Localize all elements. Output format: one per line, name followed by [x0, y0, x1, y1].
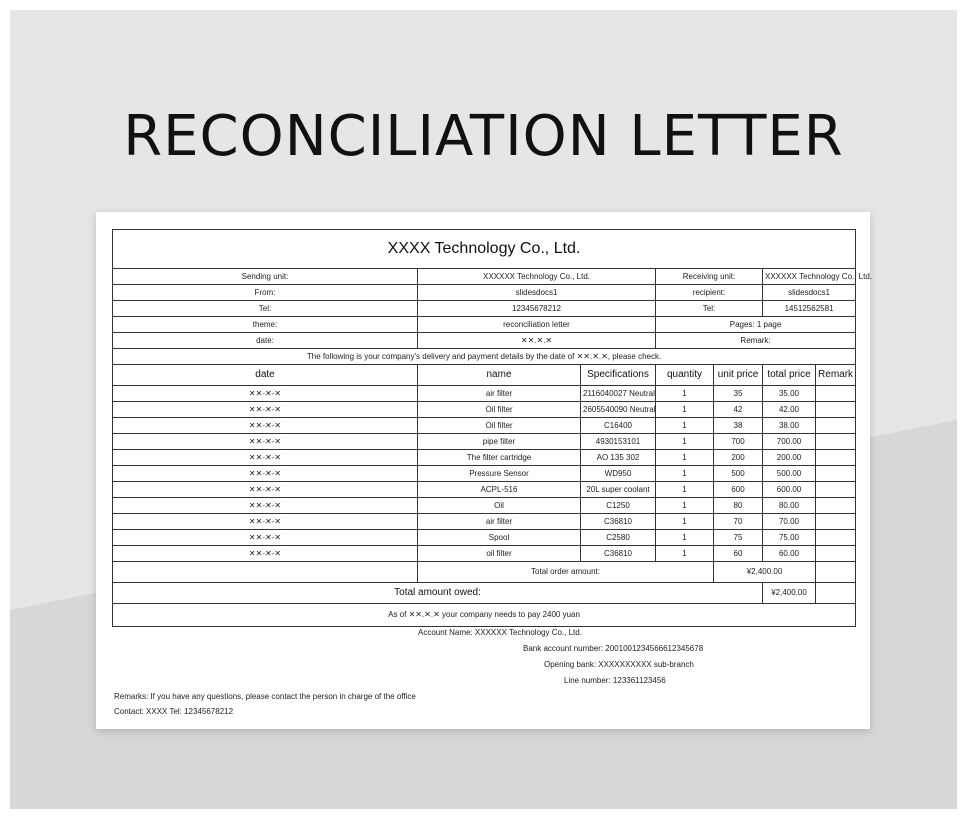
- total-order-remark: [816, 562, 856, 583]
- row-spec: WD950: [581, 466, 656, 482]
- row-quantity: 1: [656, 482, 714, 498]
- row-name: oil filter: [418, 546, 581, 562]
- theme-value: reconciliation letter: [418, 317, 656, 333]
- row-name: Spool: [418, 530, 581, 546]
- row-quantity: 1: [656, 498, 714, 514]
- row-remark: [816, 402, 856, 418]
- recipient-tel-value: 14512562581: [763, 301, 856, 317]
- recipient-value: slidesdocs1: [763, 285, 856, 301]
- row-date: ✕✕-✕-✕: [113, 514, 418, 530]
- total-order-blank: [113, 562, 418, 583]
- total-owed-value: ¥2,400.00: [763, 583, 816, 604]
- row-date: ✕✕-✕-✕: [113, 386, 418, 402]
- column-header: unit price: [714, 365, 763, 386]
- receiving-unit-value: XXXXXX Technology Co., Ltd.: [763, 269, 856, 285]
- reconciliation-table: [112, 229, 873, 627]
- row-total-price: 75.00: [763, 530, 816, 546]
- row-spec: C2580: [581, 530, 656, 546]
- row-total-price: 700.00: [763, 434, 816, 450]
- account-name: Account Name: XXXXXX Technology Co., Ltd.: [418, 628, 582, 637]
- column-header: date: [113, 365, 418, 386]
- total-order-label: Total order amount:: [418, 562, 714, 583]
- row-unit-price: 60: [714, 546, 763, 562]
- as-of-text: As of ✕✕.✕.✕ your company needs to pay 2400 yuan: [113, 604, 856, 627]
- table-row: [113, 530, 856, 546]
- row-total-price: 200.00: [763, 450, 816, 466]
- column-header: quantity: [656, 365, 714, 386]
- table-row: [113, 514, 856, 530]
- column-header: name: [418, 365, 581, 386]
- table-row: [113, 418, 856, 434]
- row-total-price: 42.00: [763, 402, 816, 418]
- row-unit-price: 42: [714, 402, 763, 418]
- table-row: [113, 546, 856, 562]
- date-label: date:: [113, 333, 418, 349]
- pages-info: Pages: 1 page: [656, 317, 856, 333]
- remark-info: Remark:: [656, 333, 856, 349]
- row-total-price: 600.00: [763, 482, 816, 498]
- total-owed-remark: [816, 583, 856, 604]
- row-unit-price: 600: [714, 482, 763, 498]
- row-name: The filter cartridge: [418, 450, 581, 466]
- row-name: ACPL-516: [418, 482, 581, 498]
- row-quantity: 1: [656, 386, 714, 402]
- row-quantity: 1: [656, 402, 714, 418]
- total-order-value: ¥2,400.00: [714, 562, 816, 583]
- row-remark: [816, 546, 856, 562]
- recipient-label: recipient:: [656, 285, 763, 301]
- row-spec: 4930153101: [581, 434, 656, 450]
- row-quantity: 1: [656, 434, 714, 450]
- row-unit-price: 500: [714, 466, 763, 482]
- row-total-price: 500.00: [763, 466, 816, 482]
- opening-bank: Opening bank: XXXXXXXXXX sub-branch: [544, 660, 694, 669]
- bank-account: Bank account number: 2001001234566612345678: [523, 644, 704, 653]
- row-remark: [816, 434, 856, 450]
- row-date: ✕✕-✕-✕: [113, 434, 418, 450]
- column-header: Remark: [816, 365, 856, 386]
- row-spec: C36810: [581, 546, 656, 562]
- table-row: [113, 402, 856, 418]
- recipient-tel-label: Tel:: [656, 301, 763, 317]
- row-name: Oil: [418, 498, 581, 514]
- row-unit-price: 75: [714, 530, 763, 546]
- row-remark: [816, 514, 856, 530]
- row-total-price: 35.00: [763, 386, 816, 402]
- row-date: ✕✕-✕-✕: [113, 498, 418, 514]
- row-date: ✕✕-✕-✕: [113, 530, 418, 546]
- row-quantity: 1: [656, 546, 714, 562]
- company-name: XXXX Technology Co., Ltd.: [113, 230, 856, 269]
- remarks-text: Remarks: If you have any questions, please contact the person in charge of the office: [114, 692, 416, 701]
- sending-unit-value: XXXXXX Technology Co., Ltd.: [418, 269, 656, 285]
- tel-value: 12345678212: [418, 301, 656, 317]
- row-total-price: 80.00: [763, 498, 816, 514]
- table-row: [113, 450, 856, 466]
- row-unit-price: 38: [714, 418, 763, 434]
- row-date: ✕✕-✕-✕: [113, 466, 418, 482]
- row-name: air filter: [418, 514, 581, 530]
- row-remark: [816, 386, 856, 402]
- row-remark: [816, 498, 856, 514]
- table-row: [113, 482, 856, 498]
- row-remark: [816, 466, 856, 482]
- letter-sheet: [96, 212, 873, 729]
- sending-unit-label: Sending unit:: [113, 269, 418, 285]
- row-spec: 2116040027 Neutral: [581, 386, 656, 402]
- row-remark: [816, 482, 856, 498]
- row-name: air filter: [418, 386, 581, 402]
- table-row: [113, 434, 856, 450]
- row-name: Oil filter: [418, 418, 581, 434]
- theme-label: theme:: [113, 317, 418, 333]
- row-spec: C36810: [581, 514, 656, 530]
- row-remark: [816, 530, 856, 546]
- row-spec: C16400: [581, 418, 656, 434]
- contact-text: Contact: XXXX Tel: 12345678212: [114, 707, 234, 716]
- row-date: ✕✕-✕-✕: [113, 418, 418, 434]
- total-owed-label: Total amount owed:: [113, 583, 763, 604]
- table-row: [113, 498, 856, 514]
- row-date: ✕✕-✕-✕: [113, 482, 418, 498]
- row-quantity: 1: [656, 514, 714, 530]
- row-name: Pressure Sensor: [418, 466, 581, 482]
- row-quantity: 1: [656, 530, 714, 546]
- from-label: From:: [113, 285, 418, 301]
- row-remark: [816, 450, 856, 466]
- row-remark: [816, 418, 856, 434]
- row-unit-price: 80: [714, 498, 763, 514]
- row-unit-price: 35: [714, 386, 763, 402]
- item-rows: [113, 386, 856, 562]
- receiving-unit-label: Receiving unit:: [656, 269, 763, 285]
- row-quantity: 1: [656, 466, 714, 482]
- row-unit-price: 200: [714, 450, 763, 466]
- row-spec: 20L super coolant: [581, 482, 656, 498]
- column-header: total price: [763, 365, 816, 386]
- row-name: Oil filter: [418, 402, 581, 418]
- row-spec: 2605540090 Neutral: [581, 402, 656, 418]
- row-spec: C1250: [581, 498, 656, 514]
- row-total-price: 70.00: [763, 514, 816, 530]
- row-spec: AO 135 302: [581, 450, 656, 466]
- row-total-price: 38.00: [763, 418, 816, 434]
- row-quantity: 1: [656, 418, 714, 434]
- table-row: [113, 466, 856, 482]
- table-row: [113, 386, 856, 402]
- row-unit-price: 70: [714, 514, 763, 530]
- row-date: ✕✕-✕-✕: [113, 546, 418, 562]
- row-date: ✕✕-✕-✕: [113, 402, 418, 418]
- from-value: slidesdocs1: [418, 285, 656, 301]
- row-quantity: 1: [656, 450, 714, 466]
- row-unit-price: 700: [714, 434, 763, 450]
- line-number: Line number: 123361123456: [564, 676, 666, 685]
- tel-label: Tel:: [113, 301, 418, 317]
- row-total-price: 60.00: [763, 546, 816, 562]
- row-date: ✕✕-✕-✕: [113, 450, 418, 466]
- row-name: pipe filter: [418, 434, 581, 450]
- date-value: ✕✕.✕.✕: [418, 333, 656, 349]
- page-title: RECONCILIATION LETTER: [123, 104, 844, 169]
- column-header: Specifications: [581, 365, 656, 386]
- notice-text: The following is your company's delivery and payment details by the date of ✕✕.✕.✕, please check.: [113, 349, 856, 365]
